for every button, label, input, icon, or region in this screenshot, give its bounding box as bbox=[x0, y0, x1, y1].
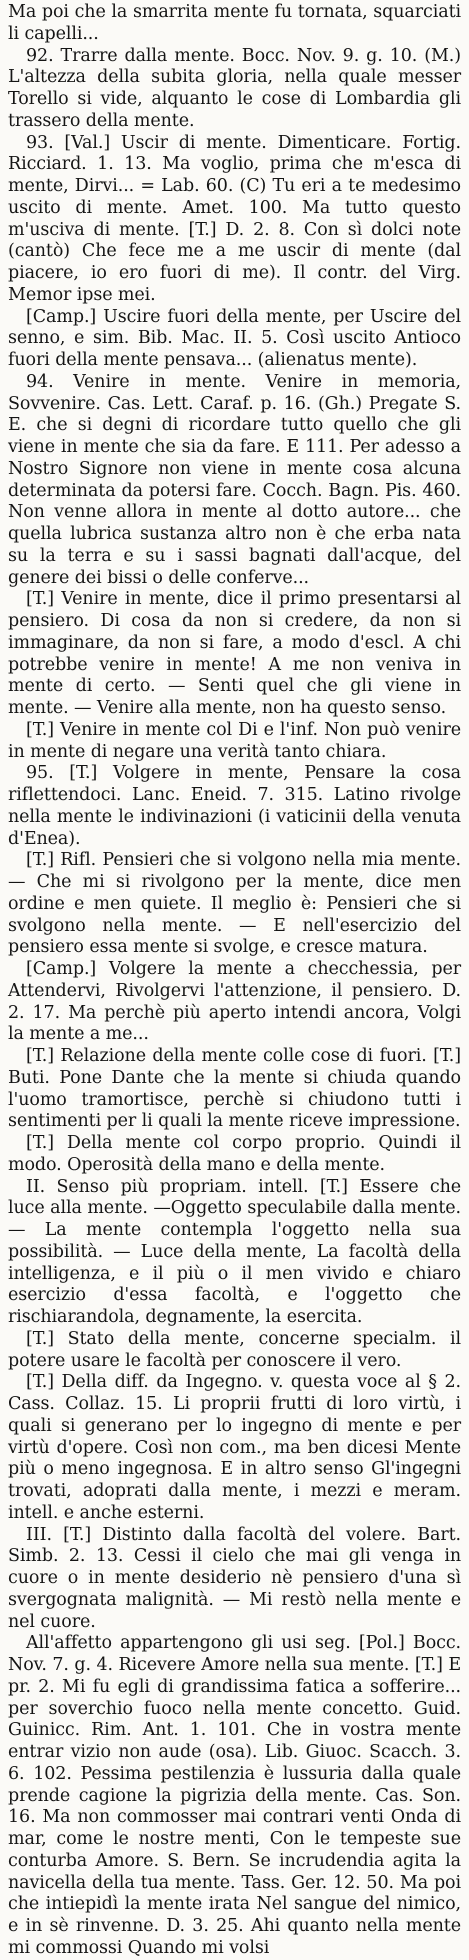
entry-III-facolta-del-volere: III. [T.] Distinto dalla facoltà del volere. Bart. Simb. 2. 13. Cessi il cielo che mai gli venga in cuore o in mente desiderio nè pensiero d'una sì svergognata malignità. — Mi restò nella mente e nel cuore. bbox=[8, 1524, 461, 1632]
entry-II-senso-intell: II. Senso più propriam. intell. [T.] Essere che luce alla mente. —Oggetto speculabile dalla mente. — La mente contempla l'oggetto nella sua possibilità. — Luce della mente, La facoltà della intelligenza, e il più o il men vivido e chiaro esercizio d'essa facoltà, e l'oggetto che rischiarandola, degnamente, la esercita. bbox=[8, 1176, 461, 1327]
entry-rifl-pensieri: [T.] Rifl. Pensieri che si volgono nella mia mente. — Che mi si rivolgono per la mente, dice men ordine e men quiete. Il meglio è: Pensieri che si svolgono nella mente. — E nell'esercizio del pensiero essa mente si svolge, e cresce matura. bbox=[8, 850, 461, 958]
entry-relazione-della-mente: [T.] Relazione della mente colle cose di fuori. [T.] Buti. Pone Dante che la mente si chiuda quando l'uomo tramortisce, perchè si chiudono tutti i sentimenti per li quali la mente riceve impressione. bbox=[8, 1046, 461, 1132]
entry-volgere-la-mente: [Camp.] Volgere la mente a checchessia, per Attendervi, Rivolgervi l'attenzione, il pensiero. D. 2. 17. Ma perchè più aperto intendi ancora, Volgi la mente a me... bbox=[8, 959, 461, 1045]
entry-94-venire-in-mente: 94. Venire in mente. Venire in memoria, Sovvenire. Cas. Lett. Caraf. p. 16. (Gh.) Pregate S. E. che si degni di ricordare tutto quello che gli viene in mente che sia da fare. E 111. Per adesso a Nostro Signore non viene in mente cosa alcuna determinata da potersi fare. Cocch. Bagn. Pis. 460. Non venne allora in mente al dotto autore... che quella lubrica sustanza altro non è che erba nata su la terra e su i sassi bagnati dall'acque, del genere dei bissi o delle conferve... bbox=[8, 371, 461, 588]
entry-venire-in-mente-note: [T.] Venire in mente, dice il primo presentarsi al pensiero. Di cosa da non si credere, da non si immaginare, da non si fare, a modo d'escl. A chi potrebbe venire in mente! A me non veniva in mente di certo. — Senti quel che gli viene in mente. — Venire alla mente, non ha questo senso. bbox=[8, 589, 461, 718]
entry-stato-della-mente: [T.] Stato della mente, concerne specialm. il potere usare le facoltà per conoscere il vero. bbox=[8, 1328, 461, 1371]
entry-continuation: Ma poi che la smarrita mente fu tornata, squarciati li capelli... bbox=[8, 2, 461, 44]
entry-diff-da-ingegno: [T.] Della diff. da Ingegno. v. questa voce al § 2. Cass. Collaz. 15. Li proprii frutti di loro virtù, i quali si generano per lo ingegno di mente e per virtù d'opere. Così non com., ma ben dicesi Mente più o meno ingegnosa. E in altro senso Gl'ingegni trovati, adoprati dalla mente, i mezzi e meram. intell. e anche esterni. bbox=[8, 1372, 461, 1523]
entry-mente-col-corpo: [T.] Della mente col corpo proprio. Quindi il modo. Operosità della mano e della mente. bbox=[8, 1133, 461, 1175]
entry-92-trarre-dalla-mente: 92. Trarre dalla mente. Bocc. Nov. 9. g. 10. (M.) L'altezza della subita gloria, nella quale messer Torello si vide, alquanto le cose di Lombardia gli trassero della mente. bbox=[8, 45, 461, 131]
entry-93-uscir-di-mente: 93. [Val.] Uscir di mente. Dimenticare. Fortig. Ricciard. 1. 13. Ma voglio, prima che m'esca di mente, Dirvi... = Lab. 60. (C) Tu eri a te medesimo uscito di mente. Amet. 100. Ma tutto questo m'usciva di mente. [T.] D. 2. 8. Con sì dolci note (cantò) Che fece me a me uscir di mente (dal piacere, io ero fuori di me). Il contr. del Virg. Memor ipse mei. bbox=[8, 132, 461, 305]
entry-venire-in-mente-col-di: [T.] Venire in mente col Di e l'inf. Non può venire in mente di negare una verità tanto chiara. bbox=[8, 719, 461, 762]
entry-95-volgere-in-mente: 95. [T.] Volgere in mente, Pensare la cosa riflettendoci. Lanc. Eneid. 7. 315. Latino rivolge nella mente le indivinazioni (i vaticinii della venuta d'Enea). bbox=[8, 763, 461, 849]
entry-affetto-usi: All'affetto appartengono gli usi seg. [Pol.] Bocc. Nov. 7. g. 4. Ricevere Amore nella sua mente. [T.] E pr. 2. Mi fu egli di grandissima fatica a sofferire... per soverchio fuoco nella mente concetto. Guid. Guinicc. Rim. Ant. 1. 101. Che in vostra mente entrar vizio non aude (osa). Lib. Giuoc. Scacch. 3. 6. 102. Pessima pestilenzia è lussuria dalla quale prende cagione la pigrizia della mente. Cas. Son. 16. Ma non commosser mai contrari venti Onda di mar, come le nostre menti, Con le tempeste sue conturba Amore. S. Bern. Se incrudendia agita la navicella della tua mente. Tass. Ger. 12. 50. Ma poi che intiepidì la mente irata Nel sangue del nimico, e in sè rinvenne. D. 3. 25. Ahi quanto nella mente mi commossi Quando mi volsi bbox=[8, 1633, 461, 1958]
entry-uscire-fuori-della-mente: [Camp.] Uscire fuori della mente, per Uscire del senno, e sim. Bib. Mac. II. 5. Così uscito Antioco fuori della mente pensava... (alienatus mente). bbox=[8, 306, 461, 370]
